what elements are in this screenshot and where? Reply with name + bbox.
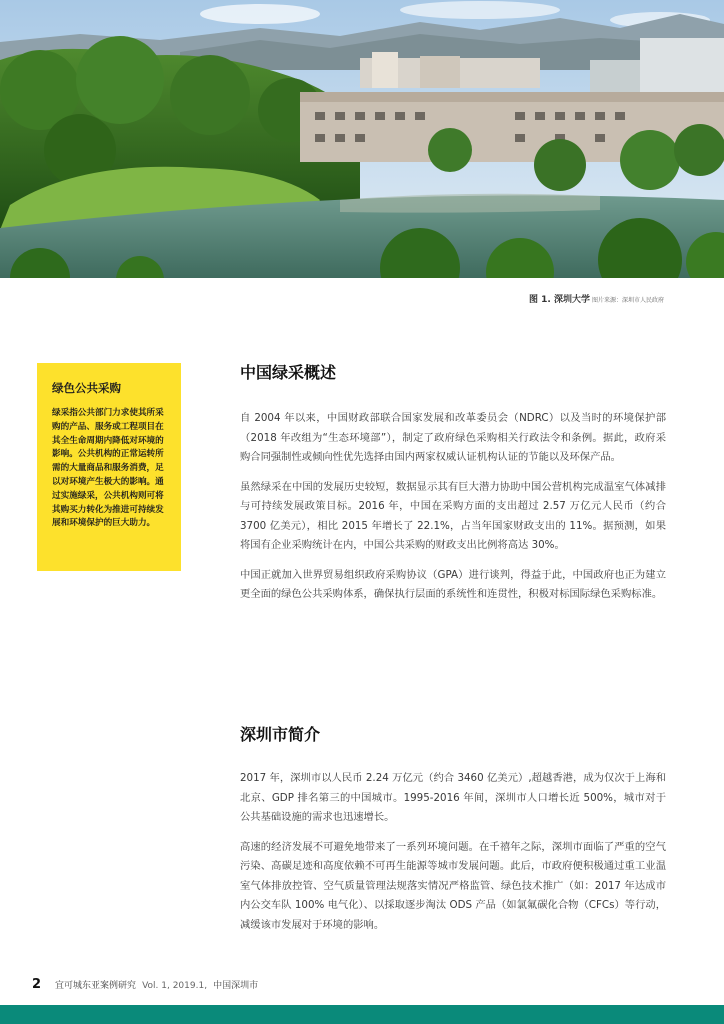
sidebar-title: 绿色公共采购	[52, 381, 121, 395]
footer-color-bar	[0, 1005, 724, 1024]
series-title: 宜可城东亚案例研究	[55, 981, 137, 991]
page-footer	[32, 977, 258, 992]
volume-info: Vol. 1, 2019.1,	[142, 981, 208, 991]
section-shenzhen-intro	[240, 722, 666, 945]
sidebar-body: 绿采指公共部门力求使其所采购的产品、服务或工程项目在其全生命周期内降低对环境的影响。公共机构的正常运转所需的大量商品和服务消费，足以对环境产生极大的影响。通过实施绿采，公共机构则可将其购买力转化为推进可持续发展和环境保护的巨大助力。	[52, 408, 164, 529]
hero-photo	[0, 0, 724, 278]
caption-figure-label: 图 1. 深圳大学	[529, 295, 590, 305]
caption-credit: 图片来源：深圳市人民政府	[591, 297, 664, 304]
paragraph: 自 2004 年以来，中国财政部联合国家发展和改革委员会（NDRC）以及当时的环境保护部（2018 年改组为“生态环境部”），制定了政府绿色采购相关行政法令和条例。据此，政府采购合同强制性或倾向性优先选择由国内两家权威认证机构认证的节能以及环保产品。	[240, 412, 666, 463]
section-title: 深圳市简介	[240, 725, 321, 744]
city-name: 中国深圳市	[213, 981, 259, 991]
page-number: 2	[32, 977, 42, 992]
paragraph: 中国正就加入世界贸易组织政府采购协议（GPA）进行谈判，得益于此，中国政府也正为建立更全面的绿色公共采购体系，确保执行层面的系统性和连贯性，积极对标国际绿色采购标准。	[240, 568, 666, 600]
section-china-gpp-overview	[240, 360, 666, 615]
figure-caption	[529, 292, 664, 305]
paragraph: 高速的经济发展不可避免地带来了一系列环境问题。在千禧年之际，深圳市面临了严重的空气污染、高碳足迹和高度依赖不可再生能源等城市发展问题。此后，市政府便积极通过重工业温室气体排放控管、空气质量管理法规落实情况严格监管、绿色技术推广（如：2017 年达成市内公交车队 100% 电气化）、以採取逐步淘汰 ODS 产品（如氯氟碳化合物（CFCs）等行动，减缓该市发展对于环境的影响。	[240, 840, 666, 931]
campus-landscape-image	[0, 0, 724, 278]
section-title: 中国绿采概述	[240, 363, 337, 382]
paragraph: 虽然绿采在中国的发展历史较短，数据显示其有巨大潜力协助中国公营机构完成温室气体减排与可持续发展政策目标。2016 年，中国在采购方面的支出超过 2.57 万亿元人民币（约合 3700 亿美元），相比 2015 年增长了 22.1%，占当年国家财政支出的 11%。据预测，如果将国有企业采购统计在内，中国公共采购的财政支出比例将高达 30%。	[240, 480, 666, 551]
green-procurement-sidebar	[37, 363, 181, 571]
paragraph: 2017 年，深圳市以人民币 2.24 万亿元（约合 3460 亿美元）,超越香港，成为仅次于上海和北京、GDP 排名第三的中国城市。1995-2016 年间，深圳市人口增长近 500%，城市对于公共基础设施的需求也迅速增长。	[240, 772, 666, 823]
